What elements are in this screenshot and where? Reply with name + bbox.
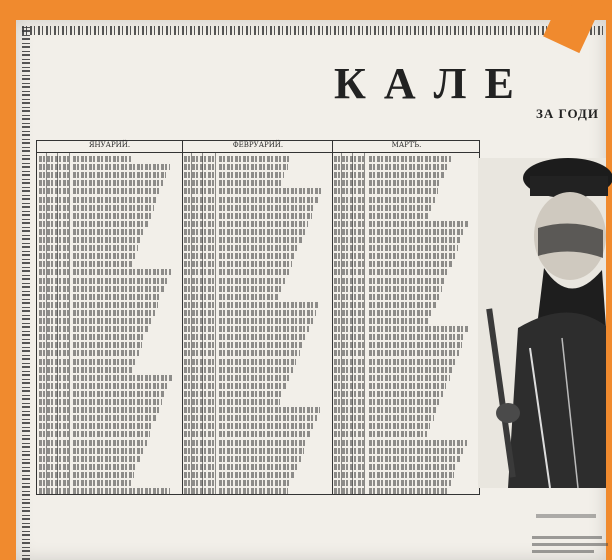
row-entry-text (73, 415, 156, 421)
row-entry-text (219, 237, 302, 243)
row-entry-text (219, 407, 320, 413)
row-entry-text (73, 318, 152, 324)
row-date-numbers (184, 456, 215, 462)
row-entry-text (219, 342, 303, 348)
row-date-numbers (184, 253, 215, 259)
row-entry-text (73, 286, 164, 292)
row-entry-text (369, 480, 451, 486)
row-date-numbers (39, 221, 69, 227)
row-entry-text (219, 464, 297, 470)
row-entry-text (219, 197, 318, 203)
row-date-numbers (184, 156, 215, 162)
row-entry-text (219, 480, 291, 486)
row-date-numbers (184, 302, 215, 308)
row-entry-text (369, 375, 450, 381)
row-date-numbers (39, 375, 69, 381)
row-entry-text (73, 342, 142, 348)
row-date-numbers (184, 431, 215, 437)
row-date-numbers (334, 286, 365, 292)
row-date-numbers (334, 213, 365, 219)
row-entry-text (369, 221, 468, 227)
row-entry-text (219, 253, 295, 259)
row-date-numbers (334, 464, 365, 470)
row-date-numbers (39, 318, 69, 324)
row-date-numbers (184, 278, 215, 284)
row-entry-text (73, 310, 155, 316)
row-entry-text (73, 375, 172, 381)
page-title: КАЛЕ (334, 59, 532, 108)
row-entry-text (219, 488, 288, 494)
row-date-numbers (184, 440, 215, 446)
row-date-numbers (334, 350, 365, 356)
row-entry-text (73, 164, 170, 170)
row-date-numbers (184, 326, 215, 332)
row-entry-text (73, 440, 147, 446)
row-entry-text (73, 480, 131, 486)
calendar-table (36, 140, 480, 495)
row-entry-text (369, 188, 438, 194)
row-date-numbers (184, 415, 215, 421)
row-date-numbers (184, 164, 215, 170)
row-date-numbers (39, 472, 69, 478)
row-date-numbers (334, 302, 365, 308)
row-date-numbers (39, 286, 69, 292)
row-date-numbers (334, 278, 365, 284)
row-entry-text (219, 318, 313, 324)
row-entry-text (73, 431, 150, 437)
row-date-numbers (334, 359, 365, 365)
row-entry-text (73, 188, 160, 194)
row-entry-text (369, 383, 446, 389)
row-date-numbers (39, 359, 69, 365)
row-date-numbers (184, 237, 215, 243)
row-date-numbers (39, 383, 69, 389)
row-date-numbers (39, 448, 69, 454)
row-entry-text (369, 326, 469, 332)
row-date-numbers (334, 383, 365, 389)
row-entry-text (73, 359, 136, 365)
row-entry-text (369, 423, 430, 429)
row-date-numbers (334, 221, 365, 227)
row-entry-text (73, 423, 153, 429)
row-date-numbers (184, 391, 215, 397)
row-entry-text (219, 350, 300, 356)
row-entry-text (219, 188, 321, 194)
row-entry-text (369, 448, 463, 454)
row-date-numbers (334, 269, 365, 275)
row-date-numbers (334, 448, 365, 454)
row-date-numbers (184, 472, 215, 478)
row-date-numbers (184, 245, 215, 251)
row-date-numbers (184, 359, 215, 365)
row-date-numbers (334, 415, 365, 421)
row-date-numbers (39, 407, 69, 413)
row-entry-text (219, 375, 290, 381)
row-date-numbers (39, 261, 69, 267)
row-date-numbers (39, 456, 69, 462)
row-entry-text (219, 278, 285, 284)
row-entry-text (369, 472, 454, 478)
row-entry-text (73, 156, 131, 162)
month-header-january: ЯНУАРИЙ. (37, 141, 182, 153)
row-entry-text (369, 440, 467, 446)
row-entry-text (219, 415, 317, 421)
row-date-numbers (39, 253, 69, 259)
row-entry-text (73, 221, 148, 227)
row-date-numbers (184, 480, 215, 486)
row-entry-text (369, 164, 447, 170)
row-date-numbers (334, 205, 365, 211)
row-date-numbers (39, 302, 69, 308)
row-entry-text (369, 213, 428, 219)
row-entry-text (219, 423, 314, 429)
row-date-numbers (334, 229, 365, 235)
row-entry-text (369, 261, 452, 267)
row-date-numbers (39, 399, 69, 405)
row-date-numbers (184, 294, 215, 300)
row-date-numbers (184, 229, 215, 235)
decorative-left-border (22, 26, 30, 560)
row-entry-text (369, 302, 436, 308)
row-date-numbers (334, 480, 365, 486)
row-date-numbers (39, 488, 69, 494)
row-entry-text (73, 229, 144, 235)
row-entry-text (219, 326, 309, 332)
row-date-numbers (39, 431, 69, 437)
row-date-numbers (184, 383, 215, 389)
row-date-numbers (39, 172, 69, 178)
row-entry-text (369, 294, 439, 300)
caption-text-mark (536, 513, 596, 519)
row-date-numbers (39, 367, 69, 373)
row-entry-text (219, 367, 293, 373)
row-entry-text (219, 440, 307, 446)
row-date-numbers (39, 188, 69, 194)
row-entry-text (219, 359, 296, 365)
row-date-numbers (39, 480, 69, 486)
row-entry-text (219, 164, 288, 170)
row-date-numbers (334, 164, 365, 170)
row-date-numbers (184, 399, 215, 405)
row-entry-text (369, 318, 429, 324)
row-entry-text (219, 205, 315, 211)
row-date-numbers (39, 205, 69, 211)
row-date-numbers (39, 350, 69, 356)
row-date-numbers (334, 326, 365, 332)
row-entry-text (73, 205, 154, 211)
row-date-numbers (334, 423, 365, 429)
row-entry-text (73, 488, 170, 494)
calendar-rows (37, 154, 479, 494)
row-date-numbers (184, 375, 215, 381)
row-entry-text (369, 180, 441, 186)
row-entry-text (219, 213, 312, 219)
row-date-numbers (334, 197, 365, 203)
row-entry-text (369, 245, 458, 251)
row-date-numbers (39, 278, 69, 284)
row-entry-text (369, 399, 440, 405)
row-entry-text (369, 334, 465, 340)
row-date-numbers (39, 391, 69, 397)
row-date-numbers (39, 440, 69, 446)
row-entry-text (369, 278, 445, 284)
row-entry-text (73, 472, 134, 478)
row-date-numbers (39, 237, 69, 243)
row-entry-text (219, 269, 289, 275)
row-date-numbers (39, 180, 69, 186)
row-entry-text (219, 172, 284, 178)
row-entry-text (219, 286, 282, 292)
decorative-top-border (22, 26, 606, 35)
row-entry-text (73, 383, 169, 389)
row-date-numbers (334, 488, 365, 494)
row-date-numbers (334, 375, 365, 381)
article-snippet (532, 534, 612, 560)
row-entry-text (219, 229, 305, 235)
row-date-numbers (39, 156, 69, 162)
row-date-numbers (334, 407, 365, 413)
row-entry-text (73, 399, 162, 405)
row-entry-text (73, 197, 157, 203)
row-entry-text (369, 359, 456, 365)
row-date-numbers (184, 318, 215, 324)
row-entry-text (73, 367, 133, 373)
row-date-numbers (184, 350, 215, 356)
row-date-numbers (184, 423, 215, 429)
row-entry-text (219, 383, 287, 389)
row-entry-text (369, 391, 443, 397)
row-date-numbers (39, 197, 69, 203)
row-date-numbers (184, 367, 215, 373)
row-entry-text (369, 286, 442, 292)
row-date-numbers (39, 342, 69, 348)
row-date-numbers (334, 431, 365, 437)
row-entry-text (73, 237, 141, 243)
row-date-numbers (334, 294, 365, 300)
row-entry-text (369, 172, 444, 178)
row-date-numbers (39, 229, 69, 235)
row-entry-text (369, 205, 432, 211)
row-date-numbers (184, 334, 215, 340)
row-date-numbers (39, 245, 69, 251)
row-entry-text (73, 294, 161, 300)
row-date-numbers (334, 172, 365, 178)
row-entry-text (369, 269, 449, 275)
row-entry-text (369, 350, 459, 356)
row-date-numbers (334, 472, 365, 478)
month-header-march: МАРТЪ. (332, 141, 480, 153)
row-date-numbers (334, 342, 365, 348)
portrait-illustration (478, 158, 606, 488)
row-entry-text (219, 310, 316, 316)
row-date-numbers (184, 172, 215, 178)
row-date-numbers (184, 261, 215, 267)
row-entry-text (219, 261, 292, 267)
row-date-numbers (184, 205, 215, 211)
row-entry-text (219, 431, 311, 437)
row-date-numbers (39, 294, 69, 300)
row-entry-text (73, 278, 168, 284)
page-subtitle: ЗА ГОДИ (536, 106, 599, 121)
row-entry-text (369, 229, 464, 235)
row-entry-text (73, 180, 163, 186)
row-entry-text (219, 180, 281, 186)
row-date-numbers (334, 334, 365, 340)
row-entry-text (73, 326, 149, 332)
row-date-numbers (334, 188, 365, 194)
row-date-numbers (334, 261, 365, 267)
row-entry-text (369, 342, 462, 348)
month-header-february: ФЕВРУАРИЙ. (182, 141, 333, 153)
row-entry-text (369, 407, 437, 413)
row-date-numbers (184, 286, 215, 292)
row-date-numbers (39, 164, 69, 170)
row-date-numbers (334, 310, 365, 316)
row-entry-text (73, 391, 165, 397)
row-date-numbers (334, 237, 365, 243)
row-date-numbers (184, 269, 215, 275)
row-entry-text (219, 302, 319, 308)
row-date-numbers (39, 334, 69, 340)
row-entry-text (219, 456, 301, 462)
row-date-numbers (334, 399, 365, 405)
row-date-numbers (184, 310, 215, 316)
row-date-numbers (184, 197, 215, 203)
row-date-numbers (184, 448, 215, 454)
row-date-numbers (334, 440, 365, 446)
newspaper-page (16, 20, 606, 560)
row-date-numbers (39, 310, 69, 316)
row-entry-text (369, 464, 457, 470)
row-entry-text (219, 221, 308, 227)
row-entry-text (369, 310, 433, 316)
row-date-numbers (334, 245, 365, 251)
row-entry-text (219, 245, 299, 251)
row-entry-text (369, 488, 447, 494)
row-date-numbers (184, 188, 215, 194)
row-entry-text (369, 456, 460, 462)
row-date-numbers (334, 156, 365, 162)
row-date-numbers (334, 253, 365, 259)
row-date-numbers (184, 213, 215, 219)
row-entry-text (73, 407, 159, 413)
portrait-caption-smudge (536, 513, 596, 521)
row-entry-text (219, 294, 279, 300)
row-entry-text (219, 399, 280, 405)
row-entry-text (369, 253, 455, 259)
row-entry-text (73, 269, 171, 275)
row-date-numbers (184, 342, 215, 348)
row-entry-text (219, 472, 294, 478)
row-entry-text (369, 197, 435, 203)
row-date-numbers (184, 464, 215, 470)
row-entry-text (219, 334, 306, 340)
row-date-numbers (184, 180, 215, 186)
row-entry-text (73, 350, 139, 356)
row-date-numbers (184, 488, 215, 494)
row-date-numbers (334, 391, 365, 397)
row-date-numbers (334, 367, 365, 373)
row-entry-text (369, 156, 451, 162)
row-entry-text (73, 213, 151, 219)
row-entry-text (369, 431, 427, 437)
row-date-numbers (39, 423, 69, 429)
row-date-numbers (184, 407, 215, 413)
row-date-numbers (184, 221, 215, 227)
row-entry-text (369, 367, 453, 373)
row-entry-text (219, 391, 283, 397)
row-entry-text (73, 448, 143, 454)
row-entry-text (369, 237, 461, 243)
row-date-numbers (39, 269, 69, 275)
row-entry-text (73, 253, 135, 259)
row-entry-text (73, 302, 158, 308)
row-date-numbers (334, 318, 365, 324)
row-date-numbers (39, 415, 69, 421)
row-date-numbers (39, 464, 69, 470)
row-entry-text (73, 261, 132, 267)
row-entry-text (369, 415, 434, 421)
row-date-numbers (39, 213, 69, 219)
row-entry-text (73, 172, 166, 178)
row-entry-text (73, 334, 145, 340)
row-entry-text (73, 464, 137, 470)
row-date-numbers (39, 326, 69, 332)
row-entry-text (73, 456, 140, 462)
row-entry-text (219, 156, 291, 162)
row-entry-text (219, 448, 304, 454)
row-entry-text (73, 245, 138, 251)
row-date-numbers (334, 456, 365, 462)
row-date-numbers (334, 180, 365, 186)
